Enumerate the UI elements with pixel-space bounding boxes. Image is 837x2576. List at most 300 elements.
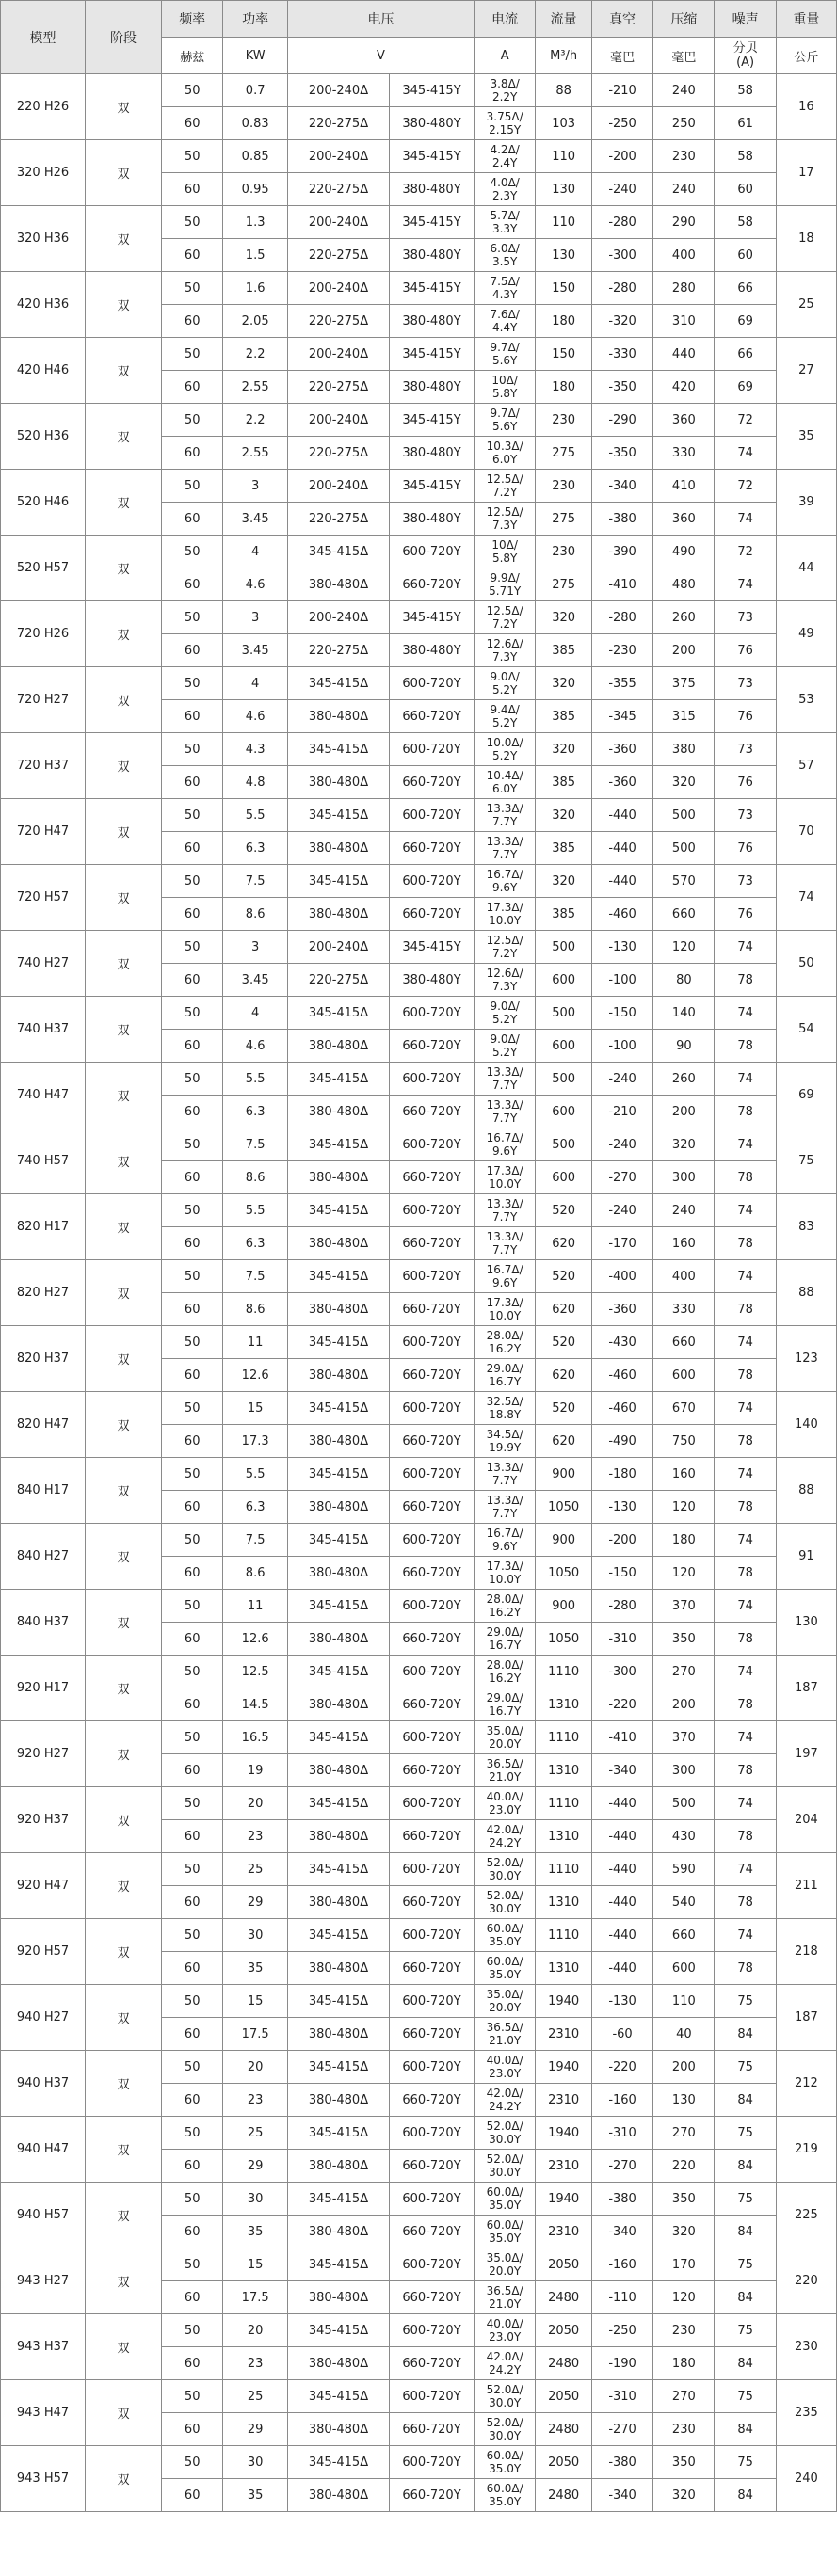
- frequency-cell: 60: [162, 371, 223, 404]
- flow-cell: 520: [536, 1194, 592, 1227]
- compression-cell: 120: [653, 1491, 715, 1524]
- flow-cell: 600: [536, 964, 592, 997]
- frequency-cell: 60: [162, 832, 223, 865]
- model-cell: 943 H37: [1, 2314, 86, 2380]
- noise-cell: 74: [715, 503, 776, 536]
- compression-cell: 40: [653, 2018, 715, 2051]
- power-cell: 23: [223, 2084, 288, 2117]
- voltage-delta-cell: 345-415Δ: [287, 536, 389, 568]
- voltage-star-cell: 380-480Y: [390, 371, 475, 404]
- compression-cell: 130: [653, 2084, 715, 2117]
- weight-cell: 88: [776, 1458, 836, 1524]
- voltage-star-cell: 600-720Y: [390, 799, 475, 832]
- power-cell: 29: [223, 1886, 288, 1919]
- compression-cell: 480: [653, 568, 715, 601]
- weight-cell: 69: [776, 1063, 836, 1128]
- voltage-delta-cell: 380-480Δ: [287, 1886, 389, 1919]
- noise-cell: 78: [715, 1820, 776, 1853]
- current-cell: 17.3Δ/ 10.0Y: [475, 1293, 536, 1326]
- flow-cell: 110: [536, 206, 592, 239]
- noise-cell: 78: [715, 1293, 776, 1326]
- table-row: [1, 1721, 837, 1754]
- voltage-star-cell: 660-720Y: [390, 1293, 475, 1326]
- frequency-cell: 50: [162, 404, 223, 437]
- model-cell: 940 H47: [1, 2117, 86, 2183]
- frequency-cell: 50: [162, 1721, 223, 1754]
- noise-cell: 73: [715, 733, 776, 766]
- voltage-star-cell: 380-480Y: [390, 305, 475, 338]
- flow-cell: 1310: [536, 1886, 592, 1919]
- compression-cell: 240: [653, 173, 715, 206]
- compression-cell: 360: [653, 404, 715, 437]
- voltage-star-cell: 345-415Y: [390, 470, 475, 503]
- voltage-star-cell: 600-720Y: [390, 2314, 475, 2347]
- frequency-cell: 50: [162, 1919, 223, 1952]
- vacuum-cell: -130: [591, 1491, 652, 1524]
- voltage-delta-cell: 345-415Δ: [287, 733, 389, 766]
- compression-cell: 320: [653, 1128, 715, 1161]
- voltage-delta-cell: 380-480Δ: [287, 2479, 389, 2512]
- compression-cell: 160: [653, 1458, 715, 1491]
- power-cell: 2.05: [223, 305, 288, 338]
- current-cell: 36.5Δ/ 21.0Y: [475, 2018, 536, 2051]
- weight-cell: 70: [776, 799, 836, 865]
- current-cell: 3.8Δ/ 2.2Y: [475, 74, 536, 107]
- power-cell: 3.45: [223, 964, 288, 997]
- voltage-star-cell: 660-720Y: [390, 1227, 475, 1260]
- current-cell: 16.7Δ/ 9.6Y: [475, 1128, 536, 1161]
- flow-cell: 275: [536, 437, 592, 470]
- model-cell: 740 H27: [1, 931, 86, 997]
- voltage-delta-cell: 345-415Δ: [287, 865, 389, 898]
- compression-cell: 270: [653, 2380, 715, 2413]
- voltage-delta-cell: 200-240Δ: [287, 470, 389, 503]
- noise-cell: 84: [715, 2479, 776, 2512]
- voltage-delta-cell: 345-415Δ: [287, 2051, 389, 2084]
- noise-cell: 60: [715, 239, 776, 272]
- voltage-delta-cell: 380-480Δ: [287, 1754, 389, 1787]
- stage-cell: 双: [86, 2117, 162, 2183]
- frequency-cell: 50: [162, 2051, 223, 2084]
- frequency-cell: 50: [162, 536, 223, 568]
- table-row: [1, 1985, 837, 2018]
- noise-cell: 73: [715, 601, 776, 634]
- frequency-cell: 60: [162, 898, 223, 931]
- voltage-star-cell: 345-415Y: [390, 404, 475, 437]
- frequency-cell: 50: [162, 931, 223, 964]
- voltage-delta-cell: 345-415Δ: [287, 1656, 389, 1688]
- frequency-cell: 60: [162, 964, 223, 997]
- weight-cell: 18: [776, 206, 836, 272]
- voltage-delta-cell: 380-480Δ: [287, 2347, 389, 2380]
- compression-cell: 400: [653, 239, 715, 272]
- noise-cell: 78: [715, 1425, 776, 1458]
- model-cell: 740 H57: [1, 1128, 86, 1194]
- current-cell: 17.3Δ/ 10.0Y: [475, 1557, 536, 1590]
- flow-cell: 2050: [536, 2446, 592, 2479]
- stage-cell: 双: [86, 536, 162, 601]
- weight-cell: 25: [776, 272, 836, 338]
- model-cell: 720 H47: [1, 799, 86, 865]
- table-row: [1, 140, 837, 173]
- stage-cell: 双: [86, 1194, 162, 1260]
- weight-cell: 219: [776, 2117, 836, 2183]
- noise-cell: 74: [715, 997, 776, 1030]
- frequency-cell: 60: [162, 1557, 223, 1590]
- voltage-star-cell: 600-720Y: [390, 2380, 475, 2413]
- flow-cell: 2480: [536, 2413, 592, 2446]
- noise-cell: 73: [715, 799, 776, 832]
- noise-cell: 74: [715, 1590, 776, 1623]
- frequency-cell: 50: [162, 470, 223, 503]
- model-cell: 520 H46: [1, 470, 86, 536]
- current-cell: 36.5Δ/ 21.0Y: [475, 2281, 536, 2314]
- current-cell: 13.3Δ/ 7.7Y: [475, 1227, 536, 1260]
- flow-cell: 520: [536, 1260, 592, 1293]
- flow-cell: 230: [536, 470, 592, 503]
- unit-noise: 分贝 (A): [715, 38, 776, 74]
- compression-cell: 280: [653, 272, 715, 305]
- current-cell: 16.7Δ/ 9.6Y: [475, 1524, 536, 1557]
- power-cell: 25: [223, 2117, 288, 2150]
- voltage-delta-cell: 380-480Δ: [287, 1623, 389, 1656]
- current-cell: 9.7Δ/ 5.6Y: [475, 404, 536, 437]
- noise-cell: 74: [715, 568, 776, 601]
- noise-cell: 73: [715, 667, 776, 700]
- flow-cell: 230: [536, 536, 592, 568]
- voltage-delta-cell: 200-240Δ: [287, 206, 389, 239]
- power-cell: 15: [223, 1392, 288, 1425]
- current-cell: 9.4Δ/ 5.2Y: [475, 700, 536, 733]
- vacuum-cell: -360: [591, 766, 652, 799]
- table-row: [1, 1590, 837, 1623]
- compression-cell: 170: [653, 2248, 715, 2281]
- table-row: [1, 2183, 837, 2216]
- voltage-star-cell: 600-720Y: [390, 1985, 475, 2018]
- flow-cell: 1050: [536, 1557, 592, 1590]
- unit-frequency: 赫兹: [162, 38, 223, 74]
- flow-cell: 500: [536, 1128, 592, 1161]
- flow-cell: 275: [536, 568, 592, 601]
- voltage-star-cell: 660-720Y: [390, 2479, 475, 2512]
- vacuum-cell: -440: [591, 1952, 652, 1985]
- flow-cell: 320: [536, 601, 592, 634]
- voltage-delta-cell: 380-480Δ: [287, 2084, 389, 2117]
- compression-cell: 200: [653, 1096, 715, 1128]
- compression-cell: 240: [653, 1194, 715, 1227]
- compression-cell: 600: [653, 1359, 715, 1392]
- model-cell: 840 H27: [1, 1524, 86, 1590]
- frequency-cell: 60: [162, 2018, 223, 2051]
- current-cell: 12.6Δ/ 7.3Y: [475, 634, 536, 667]
- flow-cell: 600: [536, 1096, 592, 1128]
- noise-cell: 84: [715, 2413, 776, 2446]
- current-cell: 52.0Δ/ 30.0Y: [475, 2380, 536, 2413]
- power-cell: 3: [223, 601, 288, 634]
- voltage-delta-cell: 220-275Δ: [287, 371, 389, 404]
- power-cell: 5.5: [223, 1194, 288, 1227]
- vacuum-cell: -350: [591, 437, 652, 470]
- current-cell: 13.3Δ/ 7.7Y: [475, 799, 536, 832]
- current-cell: 13.3Δ/ 7.7Y: [475, 1063, 536, 1096]
- noise-cell: 78: [715, 1227, 776, 1260]
- header-noise: 噪声: [715, 1, 776, 38]
- noise-cell: 75: [715, 2446, 776, 2479]
- vacuum-cell: -300: [591, 1656, 652, 1688]
- frequency-cell: 50: [162, 667, 223, 700]
- compression-cell: 410: [653, 470, 715, 503]
- noise-cell: 60: [715, 173, 776, 206]
- noise-cell: 58: [715, 206, 776, 239]
- voltage-star-cell: 660-720Y: [390, 1952, 475, 1985]
- noise-cell: 74: [715, 1919, 776, 1952]
- noise-cell: 75: [715, 2117, 776, 2150]
- flow-cell: 500: [536, 1063, 592, 1096]
- voltage-delta-cell: 380-480Δ: [287, 766, 389, 799]
- vacuum-cell: -200: [591, 1524, 652, 1557]
- voltage-star-cell: 345-415Y: [390, 140, 475, 173]
- power-cell: 11: [223, 1326, 288, 1359]
- flow-cell: 130: [536, 173, 592, 206]
- header-frequency: 频率: [162, 1, 223, 38]
- weight-cell: 16: [776, 74, 836, 140]
- compression-cell: 230: [653, 2314, 715, 2347]
- voltage-star-cell: 600-720Y: [390, 865, 475, 898]
- stage-cell: 双: [86, 2314, 162, 2380]
- frequency-cell: 50: [162, 1853, 223, 1886]
- frequency-cell: 50: [162, 1260, 223, 1293]
- current-cell: 12.5Δ/ 7.2Y: [475, 931, 536, 964]
- stage-cell: 双: [86, 272, 162, 338]
- voltage-star-cell: 380-480Y: [390, 437, 475, 470]
- stage-cell: 双: [86, 2380, 162, 2446]
- vacuum-cell: -280: [591, 272, 652, 305]
- vacuum-cell: -380: [591, 2183, 652, 2216]
- noise-cell: 66: [715, 272, 776, 305]
- model-cell: 820 H37: [1, 1326, 86, 1392]
- power-cell: 7.5: [223, 1128, 288, 1161]
- flow-cell: 150: [536, 272, 592, 305]
- voltage-star-cell: 600-720Y: [390, 536, 475, 568]
- table-row: [1, 338, 837, 371]
- flow-cell: 385: [536, 634, 592, 667]
- table-row: [1, 1524, 837, 1557]
- vacuum-cell: -130: [591, 931, 652, 964]
- frequency-cell: 50: [162, 2314, 223, 2347]
- flow-cell: 180: [536, 371, 592, 404]
- voltage-delta-cell: 200-240Δ: [287, 404, 389, 437]
- frequency-cell: 50: [162, 2117, 223, 2150]
- flow-cell: 520: [536, 1392, 592, 1425]
- frequency-cell: 60: [162, 2281, 223, 2314]
- noise-cell: 72: [715, 404, 776, 437]
- flow-cell: 2310: [536, 2150, 592, 2183]
- power-cell: 12.5: [223, 1656, 288, 1688]
- flow-cell: 88: [536, 74, 592, 107]
- voltage-delta-cell: 345-415Δ: [287, 1326, 389, 1359]
- compression-cell: 315: [653, 700, 715, 733]
- header-current: 电流: [475, 1, 536, 38]
- power-cell: 25: [223, 2380, 288, 2413]
- voltage-star-cell: 600-720Y: [390, 1787, 475, 1820]
- compression-cell: 320: [653, 766, 715, 799]
- power-cell: 2.55: [223, 437, 288, 470]
- noise-cell: 78: [715, 1688, 776, 1721]
- voltage-star-cell: 380-480Y: [390, 964, 475, 997]
- unit-current: A: [475, 38, 536, 74]
- model-cell: 320 H26: [1, 140, 86, 206]
- frequency-cell: 60: [162, 1425, 223, 1458]
- power-cell: 30: [223, 1919, 288, 1952]
- voltage-star-cell: 600-720Y: [390, 1524, 475, 1557]
- stage-cell: 双: [86, 404, 162, 470]
- vacuum-cell: -350: [591, 371, 652, 404]
- power-cell: 8.6: [223, 1161, 288, 1194]
- power-cell: 19: [223, 1754, 288, 1787]
- voltage-star-cell: 660-720Y: [390, 1754, 475, 1787]
- power-cell: 0.7: [223, 74, 288, 107]
- stage-cell: 双: [86, 206, 162, 272]
- voltage-star-cell: 600-720Y: [390, 667, 475, 700]
- current-cell: 9.0Δ/ 5.2Y: [475, 667, 536, 700]
- weight-cell: 88: [776, 1260, 836, 1326]
- stage-cell: 双: [86, 1063, 162, 1128]
- compression-cell: 300: [653, 1161, 715, 1194]
- power-cell: 0.83: [223, 107, 288, 140]
- vacuum-cell: -440: [591, 1919, 652, 1952]
- voltage-star-cell: 600-720Y: [390, 1458, 475, 1491]
- header-compression: 压缩: [653, 1, 715, 38]
- frequency-cell: 60: [162, 1359, 223, 1392]
- voltage-star-cell: 345-415Y: [390, 931, 475, 964]
- model-cell: 920 H57: [1, 1919, 86, 1985]
- voltage-delta-cell: 200-240Δ: [287, 931, 389, 964]
- power-cell: 3.45: [223, 634, 288, 667]
- flow-cell: 385: [536, 832, 592, 865]
- current-cell: 13.3Δ/ 7.7Y: [475, 1458, 536, 1491]
- model-cell: 820 H17: [1, 1194, 86, 1260]
- vacuum-cell: -390: [591, 536, 652, 568]
- voltage-delta-cell: 345-415Δ: [287, 1721, 389, 1754]
- voltage-star-cell: 660-720Y: [390, 1161, 475, 1194]
- current-cell: 29.0Δ/ 16.7Y: [475, 1623, 536, 1656]
- weight-cell: 44: [776, 536, 836, 601]
- voltage-star-cell: 600-720Y: [390, 1656, 475, 1688]
- table-row: [1, 1853, 837, 1886]
- flow-cell: 600: [536, 1030, 592, 1063]
- noise-cell: 84: [715, 2216, 776, 2248]
- voltage-delta-cell: 220-275Δ: [287, 964, 389, 997]
- compression-cell: 440: [653, 338, 715, 371]
- power-cell: 4.8: [223, 766, 288, 799]
- compression-cell: 110: [653, 1985, 715, 2018]
- compression-cell: 670: [653, 1392, 715, 1425]
- vacuum-cell: -410: [591, 1721, 652, 1754]
- weight-cell: 123: [776, 1326, 836, 1392]
- frequency-cell: 50: [162, 2248, 223, 2281]
- flow-cell: 2050: [536, 2380, 592, 2413]
- current-cell: 60.0Δ/ 35.0Y: [475, 1919, 536, 1952]
- flow-cell: 1110: [536, 1787, 592, 1820]
- current-cell: 12.5Δ/ 7.2Y: [475, 470, 536, 503]
- voltage-delta-cell: 345-415Δ: [287, 1985, 389, 2018]
- compression-cell: 400: [653, 1260, 715, 1293]
- frequency-cell: 50: [162, 865, 223, 898]
- voltage-star-cell: 660-720Y: [390, 766, 475, 799]
- flow-cell: 1110: [536, 1853, 592, 1886]
- table-row: [1, 601, 837, 634]
- current-cell: 35.0Δ/ 20.0Y: [475, 2248, 536, 2281]
- flow-cell: 620: [536, 1425, 592, 1458]
- current-cell: 3.75Δ/ 2.15Y: [475, 107, 536, 140]
- weight-cell: 57: [776, 733, 836, 799]
- power-cell: 7.5: [223, 1524, 288, 1557]
- vacuum-cell: -100: [591, 1030, 652, 1063]
- compression-cell: 330: [653, 437, 715, 470]
- weight-cell: 39: [776, 470, 836, 536]
- voltage-star-cell: 660-720Y: [390, 1886, 475, 1919]
- table-row: [1, 1326, 837, 1359]
- frequency-cell: 60: [162, 1623, 223, 1656]
- compression-cell: 750: [653, 1425, 715, 1458]
- vacuum-cell: -240: [591, 1194, 652, 1227]
- noise-cell: 74: [715, 931, 776, 964]
- voltage-delta-cell: 380-480Δ: [287, 1161, 389, 1194]
- flow-cell: 385: [536, 898, 592, 931]
- current-cell: 60.0Δ/ 35.0Y: [475, 2446, 536, 2479]
- power-cell: 15: [223, 2248, 288, 2281]
- current-cell: 60.0Δ/ 35.0Y: [475, 1952, 536, 1985]
- noise-cell: 76: [715, 700, 776, 733]
- power-cell: 15: [223, 1985, 288, 2018]
- voltage-star-cell: 660-720Y: [390, 1557, 475, 1590]
- weight-cell: 50: [776, 931, 836, 997]
- voltage-delta-cell: 220-275Δ: [287, 634, 389, 667]
- frequency-cell: 50: [162, 2380, 223, 2413]
- vacuum-cell: -130: [591, 1985, 652, 2018]
- current-cell: 42.0Δ/ 24.2Y: [475, 2084, 536, 2117]
- compression-cell: 120: [653, 1557, 715, 1590]
- power-cell: 6.3: [223, 1491, 288, 1524]
- current-cell: 7.6Δ/ 4.4Y: [475, 305, 536, 338]
- weight-cell: 27: [776, 338, 836, 404]
- compression-cell: 350: [653, 2446, 715, 2479]
- current-cell: 60.0Δ/ 35.0Y: [475, 2183, 536, 2216]
- weight-cell: 49: [776, 601, 836, 667]
- power-cell: 12.6: [223, 1623, 288, 1656]
- vacuum-cell: -290: [591, 404, 652, 437]
- voltage-delta-cell: 345-415Δ: [287, 1919, 389, 1952]
- power-cell: 29: [223, 2413, 288, 2446]
- flow-cell: 2480: [536, 2347, 592, 2380]
- table-row: [1, 799, 837, 832]
- weight-cell: 140: [776, 1392, 836, 1458]
- frequency-cell: 50: [162, 1063, 223, 1096]
- compression-cell: 360: [653, 503, 715, 536]
- noise-cell: 78: [715, 1491, 776, 1524]
- power-cell: 0.95: [223, 173, 288, 206]
- header-model: 模型: [1, 1, 86, 74]
- vacuum-cell: -310: [591, 1623, 652, 1656]
- vacuum-cell: -310: [591, 2117, 652, 2150]
- noise-cell: 84: [715, 2281, 776, 2314]
- compression-cell: 270: [653, 2117, 715, 2150]
- voltage-delta-cell: 380-480Δ: [287, 2150, 389, 2183]
- stage-cell: 双: [86, 338, 162, 404]
- current-cell: 42.0Δ/ 24.2Y: [475, 2347, 536, 2380]
- flow-cell: 1050: [536, 1623, 592, 1656]
- voltage-star-cell: 345-415Y: [390, 74, 475, 107]
